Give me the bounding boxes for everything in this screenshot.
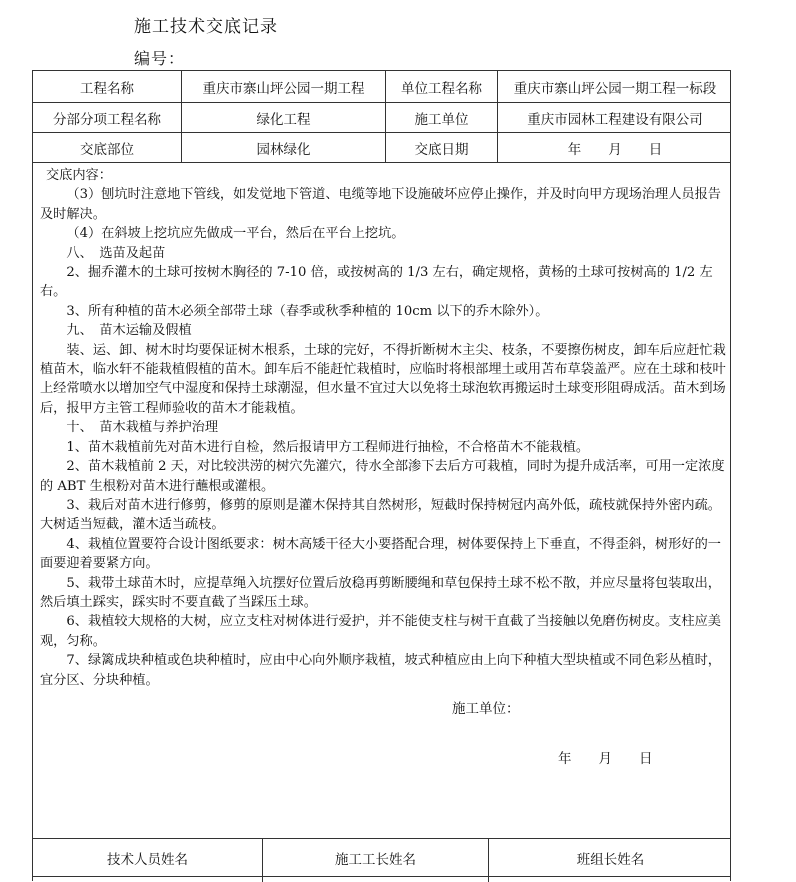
foreman-name-label: 施工工长姓名 xyxy=(335,851,416,868)
content-paragraph: 4、栽植位置要符合设计图纸要求：树木高矮干径大小要搭配合理，树体要保持上下垂直，不得歪斜，树形好的一面要迎着要紧方向。 xyxy=(40,536,721,572)
handover-location-label: 交底部位 xyxy=(80,141,134,158)
handover-location-value: 园林绿化 xyxy=(256,141,311,158)
unit-project-label: 单位工程名称 xyxy=(401,80,482,97)
content-paragraph: 2、掘乔灌木的土球可按树木胸径的 7-10 倍，或按树高的 1/3 左右，确定规格，黄杨的土球可按树高的 1/2 左右。 xyxy=(40,265,713,300)
row-divider xyxy=(33,876,730,877)
content-paragraph: 5、栽带土球苗木时，应提草绳入坑摆好位置后放稳再剪断腰绳和草包保持土球不松不散，并应尽量将包装取出，然后填土踩实，踩实时不要直截了当踩压土球。 xyxy=(40,575,721,610)
document-number-label: 编号： xyxy=(134,49,186,68)
content-paragraph: （4）在斜坡上挖坑应先做成一平台，然后在平台上挖坑。 xyxy=(66,226,405,242)
content-paragraph: 7、绿篱成块种植或色块种植时，应由中心向外顺序栽植，坡式种植应由上向下种植大型块植或不同色彩丛植时，宜分区、分块种植。 xyxy=(40,653,721,688)
subproject-label: 分部分项工程名称 xyxy=(53,111,161,128)
content-paragraph: 2、苗木栽植前 2 天，对比较洪涝的树穴先灌穴，待水全部渗下去后方可栽植，同时为提升成活率，可用一定浓度的 ABT 生根粉对苗木进行蘸根或灌根。 xyxy=(40,459,725,494)
handover-date-label: 交底日期 xyxy=(414,141,469,158)
signature-unit-label: 施工单位： xyxy=(452,701,520,717)
project-name-value: 重庆市寨山坪公园一期工程 xyxy=(202,80,365,97)
row-divider xyxy=(33,162,730,163)
construction-unit-label: 施工单位 xyxy=(414,111,469,128)
content-paragraph: （3）刨坑时注意地下管线，如发觉地下管道、电缆等地下设施破坏应停止操作，并及时向甲方现场治理人员报告及时解决。 xyxy=(40,187,721,222)
tech-staff-name-label: 技术人员姓名 xyxy=(107,851,188,868)
content-paragraph: 1、苗木栽植前先对苗木进行自检，然后报请甲方工程师进行抽检，不合格苗木不能栽植。 xyxy=(66,439,590,455)
content-paragraph: 3、栽后对苗木进行修剪，修剪的原则是灌木保持其自然树形，短截时保持树冠内高外低，疏枝就保持外密内疏。大树适当短截，灌木适当疏枝。 xyxy=(40,497,721,533)
subproject-value: 绿化工程 xyxy=(256,111,311,128)
document-title: 施工技术交底记录 xyxy=(134,17,278,37)
content-label: 交底内容： xyxy=(46,168,112,183)
project-name-label: 工程名称 xyxy=(80,80,134,97)
handover-date-value: 年 月 日 xyxy=(567,141,663,158)
team-leader-name-label: 班组长姓名 xyxy=(576,851,645,868)
signature-date: 年 月 日 xyxy=(558,751,653,767)
handover-content xyxy=(40,166,726,690)
content-paragraph: 6、栽植较大规格的大树，应立支柱对树体进行爱护，并不能使支柱与树干直截了当接触以免磨伤树皮。支柱应美观，匀称。 xyxy=(40,614,721,649)
section-heading: 十、 苗木栽植与养护治理 xyxy=(66,420,219,436)
construction-unit-value: 重庆市园林工程建设有限公司 xyxy=(527,111,703,128)
section-heading: 八、 选苗及起苗 xyxy=(66,245,166,261)
content-paragraph: 装、运、卸、树木时均要保证树木根系，土球的完好，不得折断树木主尖、枝条，不要擦伤树皮，卸车后应赶忙栽植苗木，临水轩不能栽植假植的苗木。卸车后不能赶忙栽植时，应临时将根部埋土或用苫布草袋盖严。应在土球和枝叶上经常喷水以增加空气中湿度和保持土球潮湿，但水量不宜过大以免将土球泡软再搬运时土球变形阻碍成活。苗木到场后，报甲方主管工程师验收的苗木才能栽植。 xyxy=(40,342,726,416)
section-heading: 九、 苗木运输及假植 xyxy=(66,323,192,339)
content-paragraph: 3、所有种植的苗木必须全部带土球（春季或秋季种植的 10cm 以下的乔木除外）。 xyxy=(66,303,549,319)
unit-project-value: 重庆市寨山坪公园一期工程一标段 xyxy=(513,80,717,97)
